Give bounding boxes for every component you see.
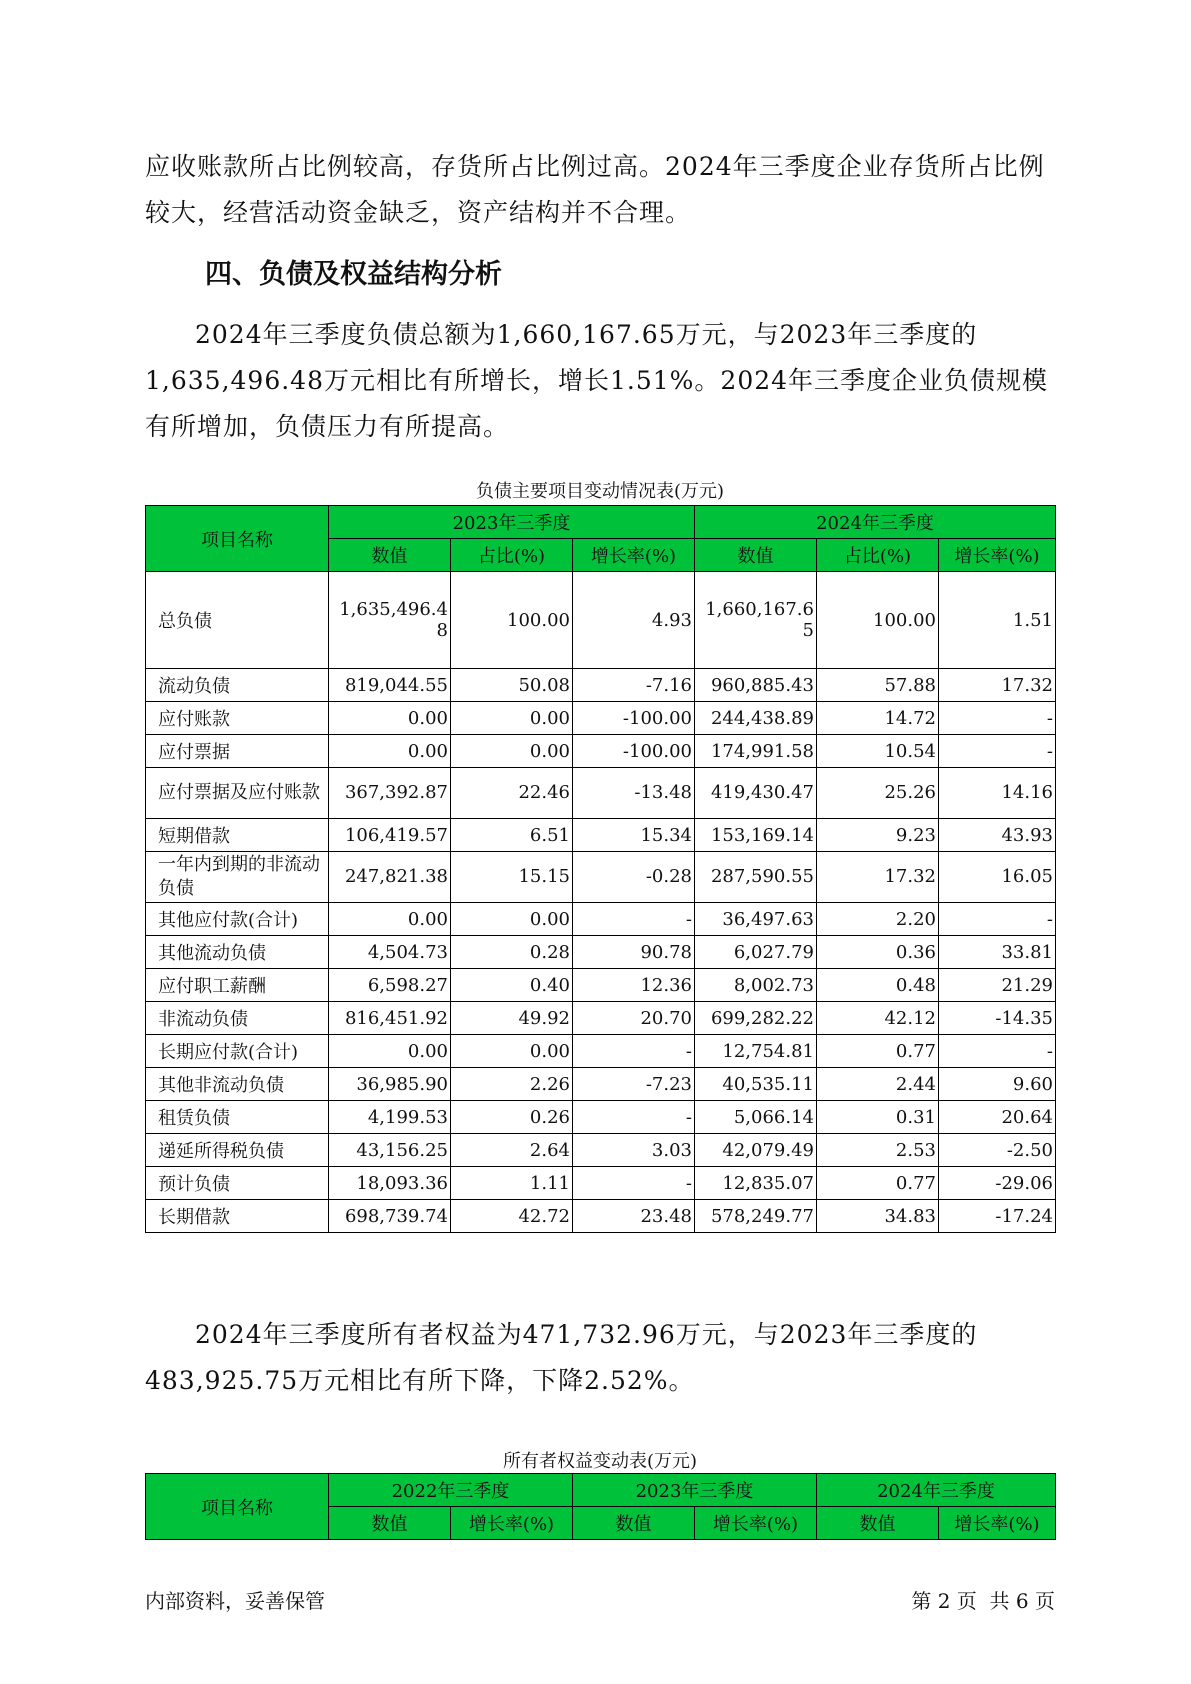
table-row (146, 1200, 1056, 1233)
header-period-2024: 2024年三季度 (695, 506, 1056, 539)
cell-growth-2024: 20.64 (939, 1101, 1056, 1134)
cell-value-2023: 367,392.87 (329, 768, 451, 819)
row-label: 长期应付款(合计) (146, 1035, 329, 1068)
cell-value-2024: 960,885.43 (695, 669, 817, 702)
row-label: 应付票据 (146, 735, 329, 768)
row-label: 预计负债 (146, 1167, 329, 1200)
row-label: 总负债 (146, 572, 329, 669)
cell-value-2023: 4,504.73 (329, 936, 451, 969)
header-period-2024: 2024年三季度 (817, 1474, 1056, 1507)
cell-value-2024: 12,835.07 (695, 1167, 817, 1200)
cell-ratio-2024: 17.32 (817, 852, 939, 903)
cell-growth-2024: - (939, 903, 1056, 936)
row-label: 其他非流动负债 (146, 1068, 329, 1101)
cell-growth-2023: -13.48 (573, 768, 695, 819)
row-label: 租赁负债 (146, 1101, 329, 1134)
cell-value-2023: 36,985.90 (329, 1068, 451, 1101)
cell-value-2024: 8,002.73 (695, 969, 817, 1002)
header-growth: 增长率(%) (695, 1507, 817, 1540)
row-label: 其他流动负债 (146, 936, 329, 969)
table-row (146, 768, 1056, 819)
cell-value-2023: 1,635,496.48 (329, 572, 451, 669)
table-row (146, 969, 1056, 1002)
table2-caption: 所有者权益变动表(万元) (502, 1451, 698, 1472)
cell-value-2024: 40,535.11 (695, 1068, 817, 1101)
table-row (146, 735, 1056, 768)
cell-ratio-2023: 15.15 (451, 852, 573, 903)
table-row (146, 1101, 1056, 1134)
cell-growth-2023: -7.16 (573, 669, 695, 702)
cell-value-2024: 174,991.58 (695, 735, 817, 768)
cell-growth-2023: -100.00 (573, 735, 695, 768)
header-ratio: 占比(%) (817, 539, 939, 572)
cell-value-2023: 6,598.27 (329, 969, 451, 1002)
paragraph-assets-summary: 应收账款所占比例较高，存货所占比例过高。2024年三季度企业存货所占比例较大，经营活动资金缺乏，资产结构并不合理。 (145, 152, 1045, 227)
table-row (146, 1002, 1056, 1035)
cell-value-2024: 699,282.22 (695, 1002, 817, 1035)
cell-ratio-2024: 0.77 (817, 1035, 939, 1068)
cell-growth-2024: 16.05 (939, 852, 1056, 903)
header-value: 数值 (573, 1507, 695, 1540)
row-label: 流动负债 (146, 669, 329, 702)
cell-value-2023: 0.00 (329, 1035, 451, 1068)
cell-ratio-2024: 0.36 (817, 936, 939, 969)
row-label: 长期借款 (146, 1200, 329, 1233)
header-growth: 增长率(%) (573, 539, 695, 572)
cell-ratio-2023: 0.00 (451, 903, 573, 936)
cell-growth-2023: 20.70 (573, 1002, 695, 1035)
cell-growth-2023: 12.36 (573, 969, 695, 1002)
header-item-name: 项目名称 (146, 506, 329, 572)
cell-value-2023: 0.00 (329, 735, 451, 768)
header-value: 数值 (329, 539, 451, 572)
cell-ratio-2023: 0.00 (451, 1035, 573, 1068)
cell-value-2024: 1,660,167.65 (695, 572, 817, 669)
cell-ratio-2024: 34.83 (817, 1200, 939, 1233)
cell-ratio-2023: 1.11 (451, 1167, 573, 1200)
table-row (146, 1167, 1056, 1200)
cell-ratio-2023: 42.72 (451, 1200, 573, 1233)
cell-ratio-2024: 0.31 (817, 1101, 939, 1134)
cell-value-2024: 42,079.49 (695, 1134, 817, 1167)
row-label: 应付账款 (146, 702, 329, 735)
cell-value-2023: 0.00 (329, 903, 451, 936)
footer-page-number: 第 2 页 共 6 页 (911, 1589, 1055, 1613)
equity-table (145, 1473, 1056, 1540)
cell-growth-2023: 3.03 (573, 1134, 695, 1167)
header-value: 数值 (329, 1507, 451, 1540)
cell-growth-2024: 43.93 (939, 819, 1056, 852)
table-row (146, 1035, 1056, 1068)
header-value: 数值 (817, 1507, 939, 1540)
cell-ratio-2024: 0.77 (817, 1167, 939, 1200)
cell-value-2023: 819,044.55 (329, 669, 451, 702)
cell-growth-2024: 21.29 (939, 969, 1056, 1002)
table-row (146, 852, 1056, 903)
header-growth: 增长率(%) (451, 1507, 573, 1540)
cell-growth-2023: - (573, 1101, 695, 1134)
cell-growth-2023: -0.28 (573, 852, 695, 903)
row-label: 其他应付款(合计) (146, 903, 329, 936)
cell-growth-2024: -29.06 (939, 1167, 1056, 1200)
cell-ratio-2024: 57.88 (817, 669, 939, 702)
header-period-2022: 2022年三季度 (329, 1474, 573, 1507)
paragraph-liability-summary: 2024年三季度负债总额为1,660,167.65万元，与2023年三季度的1,635,496.48万元相比有所增长，增长1.51%。2024年三季度企业负债规模有所增加，负债压力有所提高。 (145, 320, 1049, 441)
cell-growth-2023: - (573, 1167, 695, 1200)
cell-ratio-2024: 100.00 (817, 572, 939, 669)
table1-caption: 负债主要项目变动情况表(万元) (475, 481, 725, 502)
cell-ratio-2024: 25.26 (817, 768, 939, 819)
row-label: 短期借款 (146, 819, 329, 852)
cell-ratio-2024: 0.48 (817, 969, 939, 1002)
cell-ratio-2024: 2.20 (817, 903, 939, 936)
cell-growth-2023: - (573, 1035, 695, 1068)
cell-growth-2023: 23.48 (573, 1200, 695, 1233)
header-growth: 增长率(%) (939, 539, 1056, 572)
row-label: 应付票据及应付账款 (146, 768, 329, 819)
cell-ratio-2023: 0.26 (451, 1101, 573, 1134)
cell-value-2023: 0.00 (329, 702, 451, 735)
cell-value-2024: 287,590.55 (695, 852, 817, 903)
cell-growth-2024: 1.51 (939, 572, 1056, 669)
cell-ratio-2024: 14.72 (817, 702, 939, 735)
cell-growth-2024: - (939, 1035, 1056, 1068)
cell-growth-2024: -2.50 (939, 1134, 1056, 1167)
cell-value-2023: 18,093.36 (329, 1167, 451, 1200)
cell-ratio-2024: 10.54 (817, 735, 939, 768)
cell-growth-2023: 4.93 (573, 572, 695, 669)
cell-value-2023: 816,451.92 (329, 1002, 451, 1035)
row-label: 递延所得税负债 (146, 1134, 329, 1167)
cell-growth-2023: 15.34 (573, 819, 695, 852)
cell-value-2023: 43,156.25 (329, 1134, 451, 1167)
cell-ratio-2023: 6.51 (451, 819, 573, 852)
row-label: 应付职工薪酬 (146, 969, 329, 1002)
cell-growth-2023: -7.23 (573, 1068, 695, 1101)
cell-value-2024: 6,027.79 (695, 936, 817, 969)
cell-value-2024: 578,249.77 (695, 1200, 817, 1233)
header-item-name: 项目名称 (146, 1474, 329, 1540)
table-row (146, 669, 1056, 702)
table-row (146, 1068, 1056, 1101)
cell-growth-2024: - (939, 702, 1056, 735)
cell-value-2024: 12,754.81 (695, 1035, 817, 1068)
cell-growth-2023: - (573, 903, 695, 936)
row-label: 非流动负债 (146, 1002, 329, 1035)
row-label: 一年内到期的非流动负债 (146, 852, 329, 903)
table-row (146, 903, 1056, 936)
cell-value-2023: 4,199.53 (329, 1101, 451, 1134)
cell-value-2024: 244,438.89 (695, 702, 817, 735)
cell-value-2023: 698,739.74 (329, 1200, 451, 1233)
cell-ratio-2023: 0.00 (451, 735, 573, 768)
header-ratio: 占比(%) (451, 539, 573, 572)
footer-confidential: 内部资料，妥善保管 (145, 1589, 325, 1613)
cell-growth-2024: 14.16 (939, 768, 1056, 819)
cell-value-2023: 106,419.57 (329, 819, 451, 852)
cell-ratio-2024: 2.44 (817, 1068, 939, 1101)
cell-value-2024: 419,430.47 (695, 768, 817, 819)
cell-value-2023: 247,821.38 (329, 852, 451, 903)
liability-table (145, 505, 1056, 1233)
table-row (146, 572, 1056, 669)
cell-ratio-2023: 100.00 (451, 572, 573, 669)
cell-ratio-2024: 2.53 (817, 1134, 939, 1167)
cell-ratio-2023: 0.40 (451, 969, 573, 1002)
cell-ratio-2024: 9.23 (817, 819, 939, 852)
cell-ratio-2023: 2.64 (451, 1134, 573, 1167)
cell-ratio-2023: 22.46 (451, 768, 573, 819)
header-growth: 增长率(%) (939, 1507, 1056, 1540)
cell-value-2024: 5,066.14 (695, 1101, 817, 1134)
header-value: 数值 (695, 539, 817, 572)
cell-growth-2024: 17.32 (939, 669, 1056, 702)
cell-ratio-2023: 50.08 (451, 669, 573, 702)
table-row (146, 1134, 1056, 1167)
header-period-2023: 2023年三季度 (329, 506, 695, 539)
cell-value-2024: 36,497.63 (695, 903, 817, 936)
table-row (146, 936, 1056, 969)
cell-growth-2024: 9.60 (939, 1068, 1056, 1101)
cell-growth-2024: - (939, 735, 1056, 768)
cell-value-2024: 153,169.14 (695, 819, 817, 852)
paragraph-equity-summary: 2024年三季度所有者权益为471,732.96万元，与2023年三季度的483,925.75万元相比有所下降，下降2.52%。 (145, 1320, 978, 1395)
header-period-2023: 2023年三季度 (573, 1474, 817, 1507)
cell-growth-2024: -14.35 (939, 1002, 1056, 1035)
cell-ratio-2023: 0.28 (451, 936, 573, 969)
cell-growth-2023: 90.78 (573, 936, 695, 969)
table-row (146, 702, 1056, 735)
section-heading: 四、负债及权益结构分析 (205, 259, 502, 290)
cell-ratio-2023: 2.26 (451, 1068, 573, 1101)
cell-growth-2023: -100.00 (573, 702, 695, 735)
table-row (146, 819, 1056, 852)
cell-ratio-2023: 0.00 (451, 702, 573, 735)
cell-growth-2024: 33.81 (939, 936, 1056, 969)
cell-ratio-2024: 42.12 (817, 1002, 939, 1035)
cell-growth-2024: -17.24 (939, 1200, 1056, 1233)
cell-ratio-2023: 49.92 (451, 1002, 573, 1035)
